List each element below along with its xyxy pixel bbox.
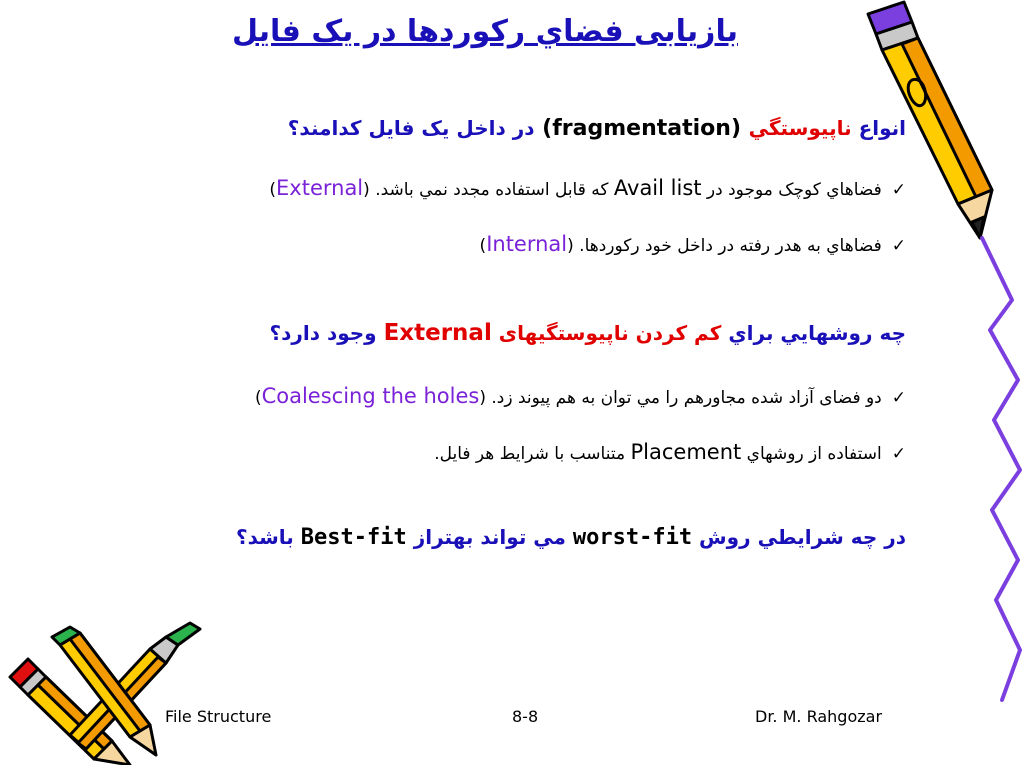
bullet-coalescing: [255, 384, 906, 408]
b3-text-start: دو فضای آزاد شده مجاورهم را مي توان به هم پيوند زد. (: [479, 388, 882, 408]
b2-close-paren: ): [479, 236, 487, 256]
bullet-external: [269, 176, 906, 200]
footer-course-name: File Structure: [165, 707, 272, 726]
b1-text-mid: که قابل استفاده مجدد نمي باشد. (: [363, 180, 614, 200]
q1-text-start: انواع: [851, 116, 906, 140]
question-worst-fit: [236, 525, 906, 550]
b2-internal-term: Internal: [486, 232, 568, 256]
q1-red-term: ناپيوستگي: [748, 116, 852, 140]
b2-text-start: فضاهاي به هدر رفته در داخل خود رکوردها. (: [567, 236, 882, 256]
footer-slide-number: 8-8: [512, 707, 539, 726]
b4-text-end: متناسب با شرايط هر فايل.: [434, 444, 631, 464]
b4-placement-term: Placement: [630, 440, 742, 464]
q3-worst-fit-term: worst-fit: [572, 525, 693, 550]
bullet-placement: [434, 440, 906, 464]
q3-text-end: باشد؟: [235, 525, 301, 549]
q3-best-fit-term: Best-fit: [300, 525, 407, 550]
q2-text-end: وجود دارد؟: [269, 321, 384, 345]
q3-text-mid: مي تواند بهتراز: [406, 525, 573, 549]
slide-title: بازيابی فضاي رکوردها در يک فايل: [232, 14, 738, 49]
b3-coalescing-term: Coalescing the holes: [261, 384, 480, 408]
q2-external-term: External: [383, 320, 492, 346]
footer-author: Dr. M. Rahgozar: [755, 707, 883, 726]
pencil-clipart-right: [862, 0, 1024, 740]
q2-text-start: چه روشهايي براي: [721, 321, 906, 345]
question-reduce-external: [270, 320, 907, 346]
checkmark-icon: ✓: [891, 180, 906, 200]
b1-external-term: External: [276, 176, 364, 200]
q1-english-term: (fragmentation): [534, 116, 749, 141]
q1-text-end: در داخل يک فايل کدامند؟: [287, 116, 535, 140]
pencils-clipart-left: [0, 615, 210, 765]
checkmark-icon: ✓: [891, 388, 906, 408]
question-fragmentation-types: [288, 116, 906, 141]
q2-red-term: کم کردن ناپيوستگيهای: [491, 321, 722, 345]
checkmark-icon: ✓: [891, 444, 906, 464]
b1-close-paren: ): [269, 180, 277, 200]
q3-text-start: در چه شرايطي روش: [692, 525, 906, 549]
b1-text-start: فضاهاي کوچک موجود در: [701, 180, 882, 200]
bullet-internal: [480, 232, 906, 256]
b3-close-paren: ): [254, 388, 262, 408]
b4-text-start: استفاده از روشهاي: [741, 444, 882, 464]
checkmark-icon: ✓: [891, 236, 906, 256]
b1-avail-list: Avail list: [613, 176, 702, 200]
